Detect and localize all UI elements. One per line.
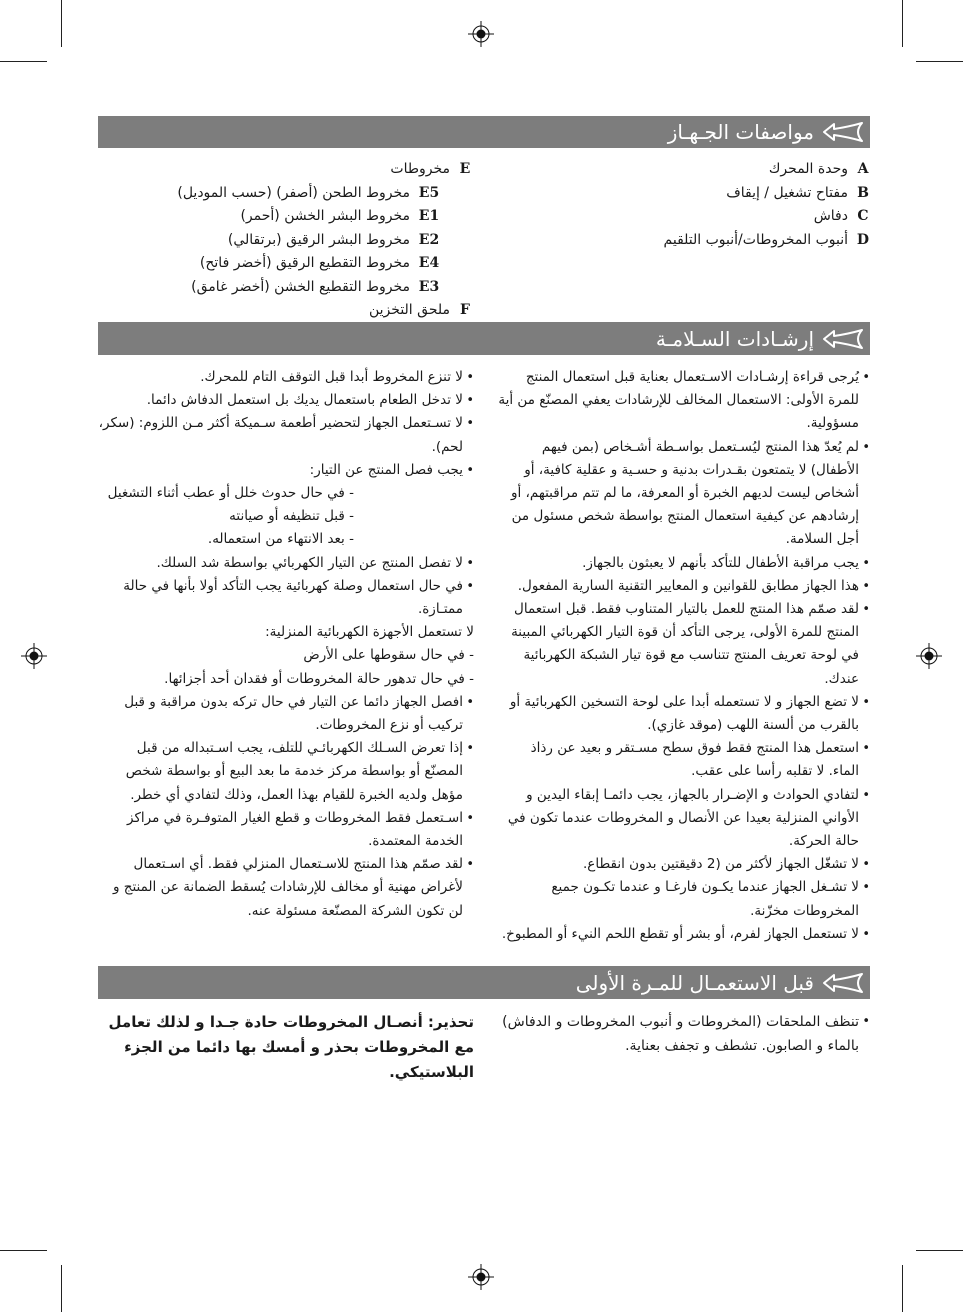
list-item: • افصل الجهاز دائما عن التيار في حال تركه بدون مراقبة و قبل تركيب أو نزع المخروطات. bbox=[98, 691, 474, 737]
list-item: • لقد صمّم هذا المنتج للعمل بالتيار المتناوب فقط. قبل استعمال المنتج للمرة الأولى، يرجى التأكد أن قوة التيار الكهربائي المبينة في لوحة تعريف المنتج تتناسب مع قوة تيار الشبكة الكهربائية عندك. bbox=[497, 598, 870, 691]
list-item: - في حال تدهور حالة المخروطات أو فقدان أحد أجزائها. bbox=[98, 668, 474, 691]
registration-target-icon bbox=[21, 643, 47, 669]
spec-item: E مخروطات bbox=[390, 161, 471, 177]
crop-mark bbox=[0, 61, 47, 62]
list-item: • يجب مراقبة الأطفال للتأكد بأنهم لا يعبثون بالجهاز. bbox=[497, 552, 870, 575]
section-title: إرشـادات السـلامـة bbox=[655, 326, 814, 351]
list-item: • هذا الجهاز مطابق للقوانين و المعايير التقنية السارية المفعول. bbox=[497, 575, 870, 598]
arrow-icon bbox=[822, 328, 866, 350]
first-use-warning: تحذير: أنصـال المخروطات حادة جـدا و لذلك تعامل مع المخروطات بحذر و أمسك بها دائما من الجزء البلاستيكي. bbox=[108, 1013, 474, 1081]
spec-item: D أنبوب المخروطات/أنبوب التلقيم bbox=[663, 231, 870, 248]
list-item: - في حال سقوطها على الأرض bbox=[98, 644, 474, 667]
spec-item: C دفاش bbox=[813, 208, 869, 224]
section-header-safety bbox=[98, 322, 870, 355]
section-title: قبل الاستعمـال للمـرة الأولى bbox=[575, 970, 814, 995]
spec-item: F ملحق التخزين bbox=[369, 302, 470, 318]
list-item: • يُرجى قراءة إرشـادات الاسـتعمال بعناية قبل استعمال المنتج للمرة الأولى: الاستعمال المخالف للإرشادات يعفي المصنّع من أية مسؤولية. bbox=[497, 366, 870, 436]
list-item: • لقد صمّم هذا المنتج للاسـتعمال المنزلي فقط. أي اسـتعمال لأغراض مهنية أو مخالف للإرشادات يُسقط الضمانة عن المنتج و لن تكون الشركة المصنّعة مسئولة عنه. bbox=[98, 853, 474, 923]
list-item: - في حال حدوث خلل أو عطب أثناء التشغيل bbox=[98, 482, 474, 505]
safety-left-column bbox=[98, 366, 474, 923]
list-item: • لا تنزع المخروط أبدا قبل التوقف التام للمحرك. bbox=[98, 366, 474, 389]
spec-subitem: E5 مخروط الطحن (أصفر) (حسب الموديل) bbox=[177, 184, 440, 201]
spec-item: B مفتاح تشغيل / إيقاف bbox=[726, 184, 869, 201]
first-use-right-column bbox=[497, 1010, 870, 1058]
specs-right-column bbox=[500, 158, 870, 252]
crop-mark bbox=[916, 61, 963, 62]
section-header-specs bbox=[98, 116, 870, 148]
safety-right-column bbox=[497, 366, 870, 946]
crop-mark bbox=[0, 1250, 47, 1251]
list-item: • لا تفصل المنتج عن التيار الكهربائي بواسطة شد السلك. bbox=[98, 552, 474, 575]
crop-mark bbox=[902, 0, 903, 47]
list-item: • لا تسـتعمل الجهاز لتحضير أطعمة سـميكة أكثر مـن اللزوم: (سكر، لحم). bbox=[98, 412, 474, 458]
list-item: • لا تستعمل الجهاز لفرم، أو بشر أو تقطع اللحم النيء أو المطبوخ. bbox=[497, 923, 870, 946]
registration-target-icon bbox=[916, 643, 942, 669]
list-item: • لا تشـغل الجهاز عندما يكـون فارغـا و عندما تكـون جميع المخروطات مخزّنة. bbox=[497, 876, 870, 922]
list-item: • لا تشغّل الجهاز لأكثر من (2 دقيقتين بدون انقطاع. bbox=[497, 853, 870, 876]
registration-target-icon bbox=[468, 1264, 494, 1290]
registration-target-icon bbox=[468, 21, 494, 47]
crop-mark bbox=[61, 1265, 62, 1312]
specs-left-column bbox=[98, 158, 472, 323]
spec-subitem: E4 مخروط التقطيع الرقيق (أخضر فاتح) bbox=[199, 255, 440, 271]
list-item: • في حال استعمال وصلة كهربائية يجب التأكد أولا بأنها في حالة ممتـازة. bbox=[98, 575, 474, 621]
list-item: - بعد الانتهاء من استعماله. bbox=[98, 528, 474, 551]
list-item: • تنظف الملحقات (المخروطات و أنبوب المخروطات و الدفاش) بالماء و الصابون. تشطف و تجفف بعناية. bbox=[497, 1010, 870, 1058]
crop-mark bbox=[916, 1250, 963, 1251]
list-item: • لا تضع الجهاز و لا تستعمله أبدا على لوحة التسخين الكهربائية أو بالقرب من ألسنة اللهب (موقد غازي). bbox=[497, 691, 870, 737]
list-item: • لا تدخل الطعام باستعمال يديك بل استعمل الدفاش دائما. bbox=[98, 389, 474, 412]
list-item: • إذا تعرض السـلك الكهربائـي للتلف، يجب اسـتبداله من قبل المصنّع أو بواسطة مركز خدمة ما بعد البيع أو بواسطة شخص مؤهل ولديه الخبرة للقيام بهذا العمل، وذلك لتفادي أي خطر. bbox=[98, 737, 474, 807]
list-item: • لم يُعدّ هذا المنتج ليُسـتعمل بواسـطة أشـخاص (بمن فيهم الأطفال) لا يتمتعون بقـدرات بدنية و حسـية و عقلية كافية، أو أشخاص ليست لديهم الخبرة أو المعرفة، ما لم تتم مراقبتهم، أو إرشادهم عن كيفية استعمال المنتج بواسطة شخص مسئول من أجل السلامة. bbox=[497, 436, 870, 552]
spec-subitem: E2 مخروط البشر الرقيق (برتقالي) bbox=[227, 231, 440, 248]
arrow-icon bbox=[822, 121, 866, 143]
spec-subitem: E3 مخروط التقطيع الخشن (أخضر غامق) bbox=[191, 278, 440, 295]
list-item: • اسـتعمل فقط المخروطات و قطع الغيار المتوفـرة في مراكز الخدمة المعتمدة. bbox=[98, 807, 474, 853]
arrow-icon bbox=[822, 972, 866, 994]
list-item: • يجب فصل المنتج عن التيار: bbox=[98, 459, 474, 482]
section-title: مواصفات الجـهـاز bbox=[667, 120, 814, 144]
list-item: • استعمل هذا المنتج فقط فوق سطح مسـتقر و بعيد عن رذاذ الماء. لا تقلبه رأسا على عقب. bbox=[497, 737, 870, 783]
spec-item: A وحدة المحرك bbox=[768, 161, 869, 177]
crop-mark bbox=[61, 0, 62, 47]
spec-subitem: E1 مخروط البشر الخشن (أحمر) bbox=[240, 208, 440, 224]
crop-mark bbox=[902, 1265, 903, 1312]
section-header-first-use bbox=[98, 966, 870, 999]
list-item: • لتفادي الحوادث و الإضـرار بالجهاز، يجب دائمـا إبقاء اليدين و الأواني المنزلية بعيدا عن الأنصال و المخروطات عندما تكون في حالة الحركة. bbox=[497, 784, 870, 854]
list-item: - قبل تنظيفه أو صيانته bbox=[98, 505, 474, 528]
list-item: لا تستعمل الأجهزة الكهربائية المنزلية: bbox=[265, 624, 474, 641]
